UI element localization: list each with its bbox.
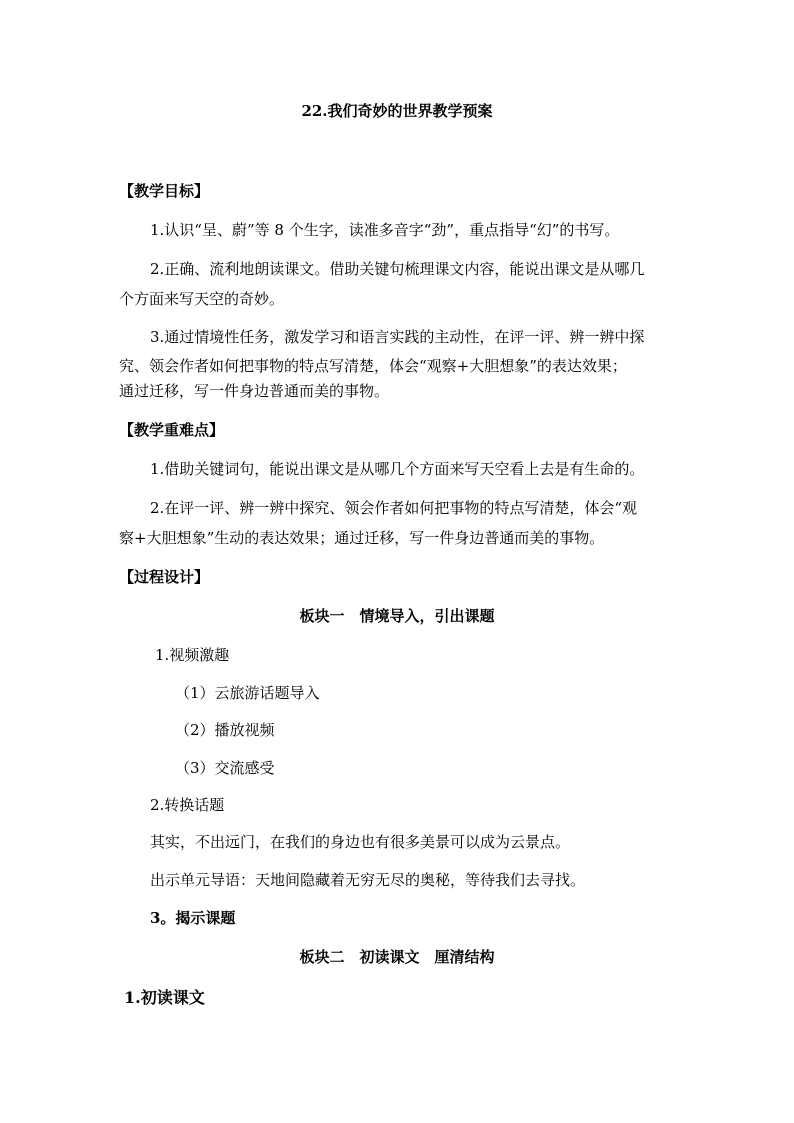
key-point-item-2-line-2: 察+大胆想象”生动的表达效果；通过迁移，写一件身边普通而美的事物。 bbox=[119, 529, 605, 547]
module-1-step-2: 2.转换话题 bbox=[150, 796, 225, 814]
objective-item-2-line-1: 2.正确、流利地朗读课文。借助关键句梳理课文内容，能说出课文是从哪几 bbox=[150, 260, 645, 278]
process-heading: 【过程设计】 bbox=[119, 568, 210, 586]
module-2-step-1: 1.初读课文 bbox=[124, 988, 205, 1007]
module-1-paragraph-2: 出示单元导语：天地间隐藏着无穷无尽的奥秘，等待我们去寻找。 bbox=[150, 871, 586, 889]
module-1-title: 板块一 情境导入，引出课题 bbox=[299, 607, 495, 625]
objective-item-3-line-3: 通过迁移，写一件身边普通而美的事物。 bbox=[119, 382, 390, 400]
objective-item-3-line-2: 究、领会作者如何把事物的特点写清楚，体会“观察+大胆想象”的表达效果； bbox=[119, 357, 627, 375]
module-1-sub-1: （1）云旅游话题导入 bbox=[175, 684, 320, 702]
module-1-step-3: 3。揭示课题 bbox=[150, 909, 236, 927]
document-title: 22.我们奇妙的世界教学预案 bbox=[301, 102, 493, 120]
key-point-item-1: 1.借助关键词句，能说出课文是从哪几个方面来写天空看上去是有生命的。 bbox=[150, 460, 645, 478]
module-2-title: 板块二 初读课文 厘清结构 bbox=[299, 948, 495, 966]
module-1-paragraph-1: 其实，不出远门，在我们的身边也有很多美景可以成为云景点。 bbox=[150, 833, 571, 851]
objective-item-1: 1.认识“呈、蔚”等 8 个生字，读准多音字“劲”，重点指导“幻”的书写。 bbox=[150, 221, 620, 239]
objective-item-2-line-2: 个方面来写天空的奇妙。 bbox=[119, 290, 285, 308]
objective-item-3-line-1: 3.通过情境性任务，激发学习和语言实践的主动性，在评一评、辨一辨中探 bbox=[150, 328, 645, 346]
key-point-item-2-line-1: 2.在评一评、辨一辨中探究、领会作者如何把事物的特点写清楚，体会“观 bbox=[150, 499, 637, 517]
key-points-heading: 【教学重难点】 bbox=[119, 421, 225, 439]
module-1-step-1: 1.视频激趣 bbox=[155, 646, 230, 664]
objectives-heading: 【教学目标】 bbox=[119, 182, 210, 200]
module-1-sub-2: （2）播放视频 bbox=[175, 721, 275, 739]
module-1-sub-3: （3）交流感受 bbox=[175, 759, 275, 777]
